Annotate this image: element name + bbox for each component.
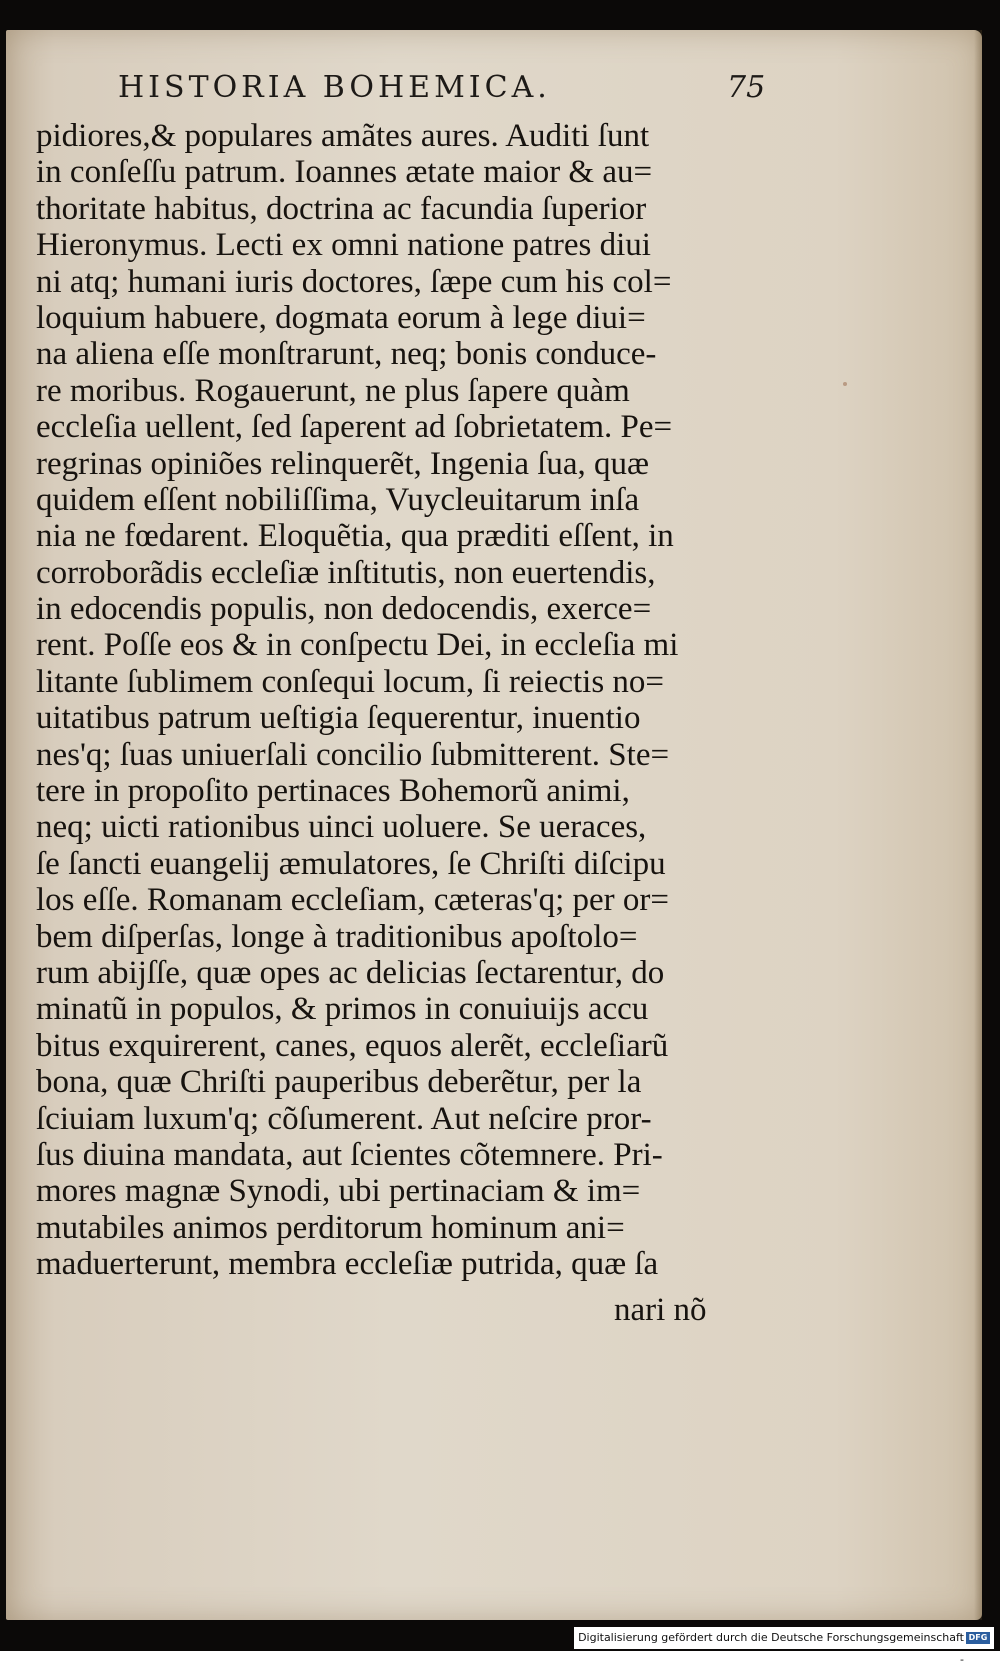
text-line: litante ſublimem conſequi locum, ſi reiectis no= xyxy=(36,663,665,700)
text-line: mutabiles animos perditorum hominum ani= xyxy=(36,1209,625,1246)
credit-text: Digitalisierung gefördert durch die Deutsche Forschungsgemeinschaft - xyxy=(578,1631,964,1666)
text-line: ſciuiam luxum'q; cõſumerent. Aut neſcire pror- xyxy=(36,1100,652,1137)
text-line: nes'q; ſuas uniuerſali concilio ſubmitterent. Ste= xyxy=(36,736,670,773)
paper-stain xyxy=(843,382,847,386)
catchword: nari nõ xyxy=(614,1292,707,1328)
text-line: ſe ſancti euangelij æmulatores, ſe Chriſti diſcipu xyxy=(36,845,666,882)
text-line: ni atq; humani iuris doctores, ſæpe cum his col= xyxy=(36,263,672,300)
text-line: corroborãdis eccleſiæ inſtitutis, non euertendis, xyxy=(36,554,656,591)
text-line: loquium habuere, dogmata eorum à lege diui= xyxy=(36,299,646,336)
text-line: bem diſperſas, longe à traditionibus apoſtolo= xyxy=(36,918,638,955)
text-line: na aliena eſſe monſtrarunt, neq; bonis conduce- xyxy=(36,336,657,373)
body-text xyxy=(36,118,730,1283)
text-line: minatũ in populos, & primos in conuiuijs accu xyxy=(36,991,649,1028)
text-line: neq; uicti rationibus uinci uoluere. Se ueraces, xyxy=(36,809,647,846)
text-line: eccleſia uellent, ſed ſaperent ad ſobrietatem. Pe= xyxy=(36,409,673,446)
text-line: bitus exquirerent, canes, equos alerẽt, eccleſiarũ xyxy=(36,1027,669,1064)
text-line: bona, quæ Chriſti pauperibus deberẽtur, per la xyxy=(36,1064,642,1101)
text-line: pidiores,& populares amãtes aures. Auditi ſunt xyxy=(36,118,650,154)
text-line: in conſeſſu patrum. Ioannes ætate maior & au= xyxy=(36,154,653,191)
text-line: ſus diuina mandata, aut ſcientes cõtemnere. Pri- xyxy=(36,1136,663,1173)
text-line: regrinas opiniões relinquerẽt, Ingenia ſua, quæ xyxy=(36,445,650,482)
text-line: nia ne fœdarent. Eloquẽtia, qua præditi eſſent, in xyxy=(36,518,674,555)
text-line: rum abijſſe, quæ opes ac delicias ſectarentur, do xyxy=(36,954,665,991)
running-head: HISTORIA BOHEMICA. xyxy=(118,70,551,105)
text-line: re moribus. Rogauerunt, ne plus ſapere quàm xyxy=(36,372,630,409)
text-line: quidem eſſent nobiliſſima, Vuycleuitarum inſa xyxy=(36,481,640,518)
text-line: rent. Poſſe eos & in conſpectu Dei, in eccleſia mi xyxy=(36,627,679,664)
text-line: mores magnæ Synodi, ubi pertinaciam & im= xyxy=(36,1173,641,1210)
page-edge-shadow xyxy=(974,30,982,1620)
text-line: in edocendis populis, non dedocendis, exerce= xyxy=(36,591,652,628)
text-line: uitatibus patrum ueſtigia ſequerentur, inuentio xyxy=(36,700,641,737)
text-line: los eſſe. Romanam eccleſiam, cæteras'q; per or= xyxy=(36,882,669,919)
folio-number: 75 xyxy=(727,70,766,105)
text-line: maduerterunt, membra eccleſiæ putrida, quæ ſa xyxy=(36,1246,659,1283)
dfg-logo-icon: DFG xyxy=(966,1632,990,1644)
text-line: Hieronymus. Lecti ex omni natione patres diui xyxy=(36,227,651,264)
digitization-credit xyxy=(574,1627,994,1666)
text-line: thoritate habitus, doctrina ac facundia ſuperior xyxy=(36,190,647,227)
text-line: tere in propoſito pertinaces Bohemorũ animi, xyxy=(36,773,630,810)
